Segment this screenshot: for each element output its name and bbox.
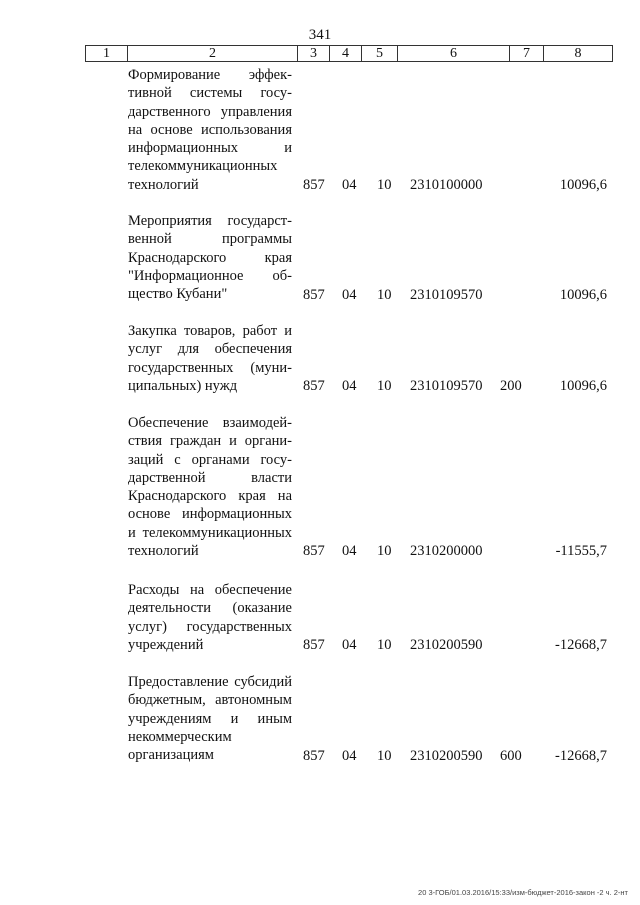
cell-col-6: 2310109570 bbox=[410, 287, 483, 303]
cell-col-6: 2310200590 bbox=[410, 637, 483, 653]
cell-col-4: 04 bbox=[342, 637, 357, 653]
header-col-2: 2 bbox=[128, 46, 298, 61]
cell-col-5: 10 bbox=[377, 378, 392, 394]
row-description: Закупка товаров, работ и услуг для обеспечения государственных (муниципальных) нужд bbox=[128, 323, 292, 394]
cell-col-5: 10 bbox=[377, 287, 392, 303]
header-col-3: 3 bbox=[298, 46, 330, 61]
cell-col-3: 857 bbox=[303, 637, 325, 653]
cell-col-5: 10 bbox=[377, 748, 392, 764]
header-col-7: 7 bbox=[510, 46, 544, 61]
cell-col-8: -12668,7 bbox=[555, 748, 607, 764]
cell-col-4: 04 bbox=[342, 287, 357, 303]
cell-col-3: 857 bbox=[303, 177, 325, 193]
cell-col-5: 10 bbox=[377, 637, 392, 653]
cell-col-6: 2310109570 bbox=[410, 378, 483, 394]
cell-col-4: 04 bbox=[342, 748, 357, 764]
header-col-6: 6 bbox=[398, 46, 510, 61]
row-description: Мероприятия государственной программы Краснодарского края "Информационное общество Кубани" bbox=[128, 213, 292, 303]
cell-col-8: 10096,6 bbox=[559, 378, 607, 394]
cell-col-7: 200 bbox=[500, 378, 522, 394]
cell-col-8: 10096,6 bbox=[559, 177, 607, 193]
header-col-5: 5 bbox=[362, 46, 398, 61]
cell-col-6: 2310100000 bbox=[410, 177, 483, 193]
cell-col-3: 857 bbox=[303, 378, 325, 394]
row-description: Расходы на обеспечение деятельности (оказание услуг) государственных учреждений bbox=[128, 582, 292, 653]
row-description: Обеспечение взаимодействия граждан и организаций с органами государственной власти Краснодарского края на основе информационных и телекоммуникационных технологий bbox=[128, 415, 292, 560]
footer-file-reference: 20 3-ГОБ/01.03.2016/15:33/изм-бюджет-2016-закон -2 ч. 2-нт bbox=[418, 888, 628, 897]
cell-col-8: -11555,7 bbox=[555, 543, 607, 559]
cell-col-7: 600 bbox=[500, 748, 522, 764]
cell-col-4: 04 bbox=[342, 177, 357, 193]
cell-col-6: 2310200000 bbox=[410, 543, 483, 559]
cell-col-4: 04 bbox=[342, 378, 357, 394]
cell-col-4: 04 bbox=[342, 543, 357, 559]
page-number: 341 bbox=[308, 27, 332, 43]
cell-col-3: 857 bbox=[303, 748, 325, 764]
cell-col-3: 857 bbox=[303, 287, 325, 303]
cell-col-6: 2310200590 bbox=[410, 748, 483, 764]
cell-col-8: -12668,7 bbox=[555, 637, 607, 653]
cell-col-8: 10096,6 bbox=[559, 287, 607, 303]
row-description: Предоставление субсидий бюджетным, автономным учреждениям и иным некоммерческим организациям bbox=[128, 674, 292, 764]
header-col-4: 4 bbox=[330, 46, 362, 61]
row-description: Формирование эффективной системы государственного управления на основе использования информационных и телекоммуникационных технологий bbox=[128, 67, 292, 193]
header-col-1: 1 bbox=[86, 46, 128, 61]
header-col-8: 8 bbox=[574, 46, 582, 61]
table-header bbox=[85, 45, 613, 62]
cell-col-5: 10 bbox=[377, 177, 392, 193]
cell-col-3: 857 bbox=[303, 543, 325, 559]
cell-col-5: 10 bbox=[377, 543, 392, 559]
